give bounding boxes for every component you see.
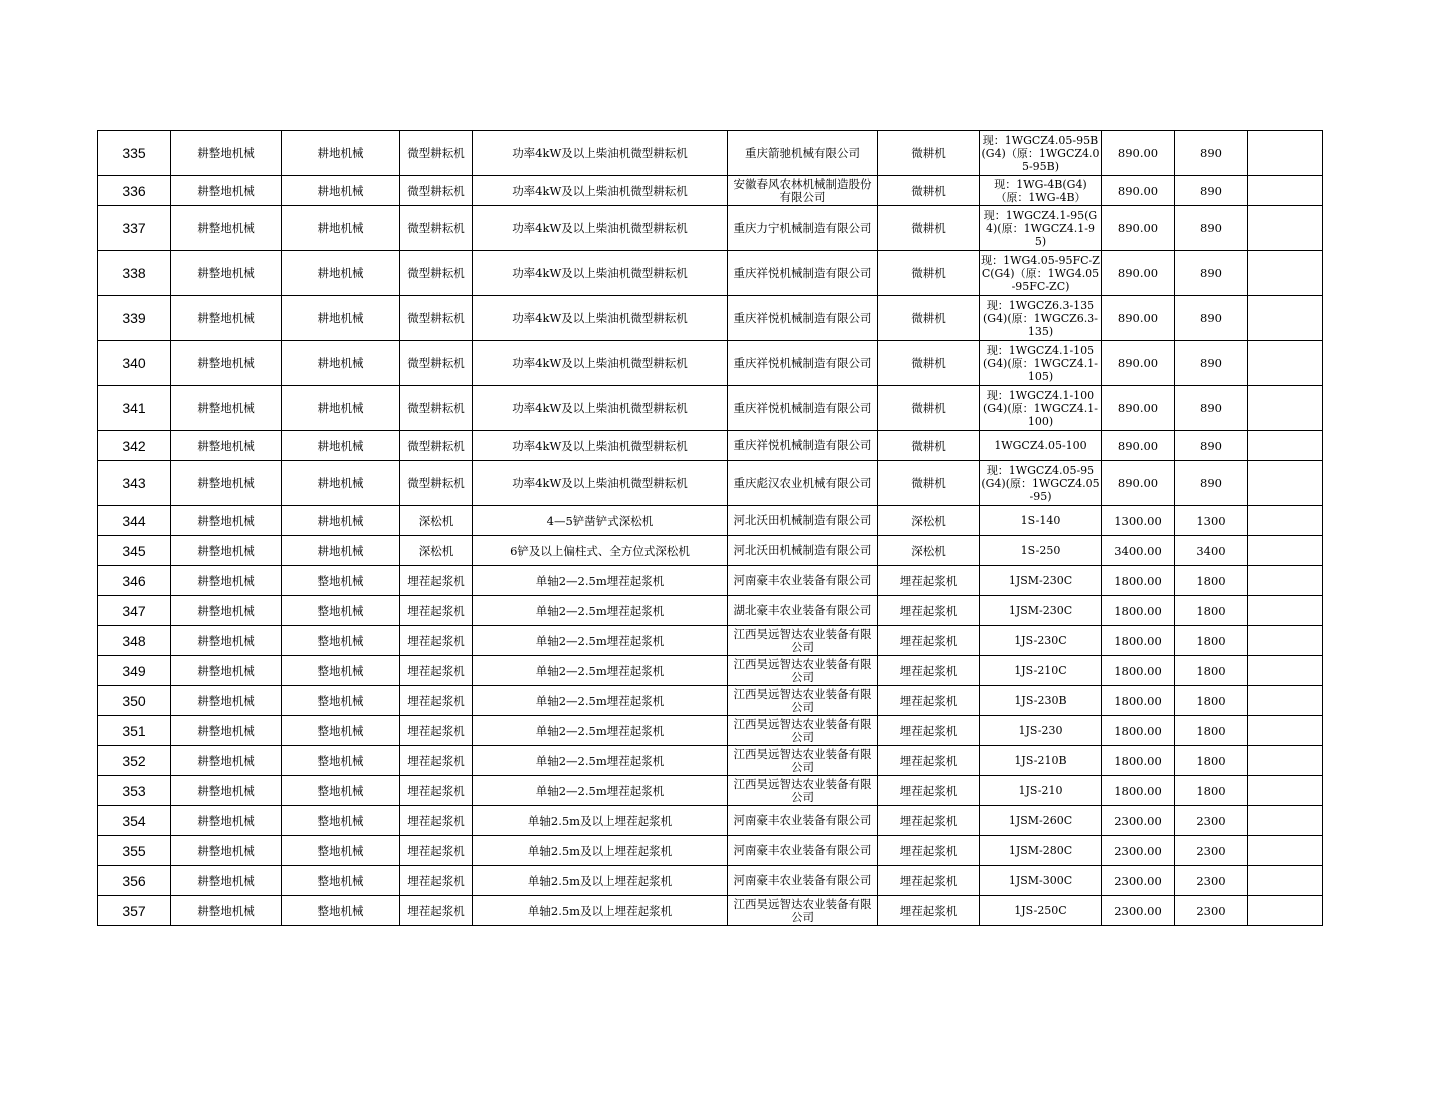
row-number: 345 <box>98 536 171 566</box>
row-number: 349 <box>98 656 171 686</box>
subsidy-max-cell: 1800 <box>1175 776 1248 806</box>
table-row <box>98 896 1323 926</box>
manufacturer-cell: 湖北豪丰农业装备有限公司 <box>728 596 878 626</box>
manufacturer-cell: 江西昊远智达农业装备有限公司 <box>728 626 878 656</box>
note-cell <box>1248 251 1323 296</box>
table-row <box>98 866 1323 896</box>
subsidy-max-cell: 1800 <box>1175 626 1248 656</box>
model-cell: 1JSM-260C <box>980 806 1102 836</box>
model-cell: 1JS-230 <box>980 716 1102 746</box>
manufacturer-cell: 重庆祥悦机械制造有限公司 <box>728 431 878 461</box>
note-cell <box>1248 131 1323 176</box>
item-cell: 埋茬起浆机 <box>400 746 473 776</box>
manufacturer-cell: 重庆祥悦机械制造有限公司 <box>728 251 878 296</box>
grade-cell: 功率4kW及以上柴油机微型耕耘机 <box>473 386 728 431</box>
row-number: 336 <box>98 176 171 206</box>
manufacturer-cell: 重庆力宁机械制造有限公司 <box>728 206 878 251</box>
product-cell: 埋茬起浆机 <box>878 566 980 596</box>
item-cell: 埋茬起浆机 <box>400 596 473 626</box>
item-cell: 深松机 <box>400 536 473 566</box>
note-cell <box>1248 866 1323 896</box>
table-row <box>98 776 1323 806</box>
model-cell: 1JS-210C <box>980 656 1102 686</box>
item-cell: 深松机 <box>400 506 473 536</box>
subsidy-max-cell: 890 <box>1175 251 1248 296</box>
model-cell: 1JS-230B <box>980 686 1102 716</box>
manufacturer-cell: 江西昊远智达农业装备有限公司 <box>728 896 878 926</box>
product-cell: 微耕机 <box>878 131 980 176</box>
subcategory-cell: 耕地机械 <box>282 461 400 506</box>
subcategory-cell: 整地机械 <box>282 656 400 686</box>
model-cell: 1JS-250C <box>980 896 1102 926</box>
note-cell <box>1248 686 1323 716</box>
item-cell: 微型耕耘机 <box>400 341 473 386</box>
subsidy-max-cell: 890 <box>1175 206 1248 251</box>
category-cell: 耕整地机械 <box>171 716 282 746</box>
item-cell: 微型耕耘机 <box>400 206 473 251</box>
subsidy-central-cell: 890.00 <box>1102 341 1175 386</box>
item-cell: 微型耕耘机 <box>400 296 473 341</box>
subsidy-central-cell: 890.00 <box>1102 431 1175 461</box>
category-cell: 耕整地机械 <box>171 806 282 836</box>
subsidy-max-cell: 890 <box>1175 431 1248 461</box>
manufacturer-cell: 重庆祥悦机械制造有限公司 <box>728 296 878 341</box>
manufacturer-cell: 河南豪丰农业装备有限公司 <box>728 836 878 866</box>
row-number: 341 <box>98 386 171 431</box>
subsidy-max-cell: 2300 <box>1175 836 1248 866</box>
note-cell <box>1248 716 1323 746</box>
table-row <box>98 386 1323 431</box>
product-cell: 埋茬起浆机 <box>878 626 980 656</box>
table-row <box>98 296 1323 341</box>
table-row <box>98 716 1323 746</box>
subsidy-max-cell: 1800 <box>1175 686 1248 716</box>
note-cell <box>1248 341 1323 386</box>
category-cell: 耕整地机械 <box>171 596 282 626</box>
model-cell: 现：1WGCZ4.1-100(G4)(原：1WGCZ4.1-100) <box>980 386 1102 431</box>
product-cell: 埋茬起浆机 <box>878 806 980 836</box>
row-number: 344 <box>98 506 171 536</box>
product-cell: 微耕机 <box>878 341 980 386</box>
row-number: 348 <box>98 626 171 656</box>
item-cell: 埋茬起浆机 <box>400 896 473 926</box>
item-cell: 埋茬起浆机 <box>400 626 473 656</box>
table-row <box>98 836 1323 866</box>
subsidy-central-cell: 1800.00 <box>1102 716 1175 746</box>
row-number: 338 <box>98 251 171 296</box>
manufacturer-cell: 江西昊远智达农业装备有限公司 <box>728 716 878 746</box>
product-cell: 埋茬起浆机 <box>878 866 980 896</box>
subsidy-central-cell: 890.00 <box>1102 251 1175 296</box>
grade-cell: 功率4kW及以上柴油机微型耕耘机 <box>473 431 728 461</box>
subsidy-max-cell: 2300 <box>1175 896 1248 926</box>
item-cell: 微型耕耘机 <box>400 131 473 176</box>
category-cell: 耕整地机械 <box>171 656 282 686</box>
table-row <box>98 461 1323 506</box>
model-cell: 现：1WGCZ4.1-105(G4)(原：1WGCZ4.1-105) <box>980 341 1102 386</box>
product-cell: 深松机 <box>878 536 980 566</box>
model-cell: 1JSM-230C <box>980 596 1102 626</box>
grade-cell: 单轴2—2.5m埋茬起浆机 <box>473 776 728 806</box>
row-number: 354 <box>98 806 171 836</box>
product-cell: 埋茬起浆机 <box>878 596 980 626</box>
subsidy-central-cell: 890.00 <box>1102 296 1175 341</box>
note-cell <box>1248 506 1323 536</box>
note-cell <box>1248 656 1323 686</box>
subsidy-max-cell: 890 <box>1175 461 1248 506</box>
manufacturer-cell: 河南豪丰农业装备有限公司 <box>728 566 878 596</box>
subsidy-central-cell: 3400.00 <box>1102 536 1175 566</box>
note-cell <box>1248 746 1323 776</box>
category-cell: 耕整地机械 <box>171 746 282 776</box>
grade-cell: 功率4kW及以上柴油机微型耕耘机 <box>473 206 728 251</box>
category-cell: 耕整地机械 <box>171 686 282 716</box>
row-number: 335 <box>98 131 171 176</box>
model-cell: 1S-250 <box>980 536 1102 566</box>
manufacturer-cell: 河南豪丰农业装备有限公司 <box>728 866 878 896</box>
item-cell: 埋茬起浆机 <box>400 776 473 806</box>
subcategory-cell: 整地机械 <box>282 626 400 656</box>
note-cell <box>1248 566 1323 596</box>
row-number: 342 <box>98 431 171 461</box>
subsidy-max-cell: 1800 <box>1175 656 1248 686</box>
table-row <box>98 536 1323 566</box>
subsidy-central-cell: 1800.00 <box>1102 626 1175 656</box>
grade-cell: 4—5铲凿铲式深松机 <box>473 506 728 536</box>
product-cell: 埋茬起浆机 <box>878 746 980 776</box>
grade-cell: 单轴2—2.5m埋茬起浆机 <box>473 716 728 746</box>
subsidy-central-cell: 1800.00 <box>1102 596 1175 626</box>
category-cell: 耕整地机械 <box>171 626 282 656</box>
table-row <box>98 176 1323 206</box>
subsidy-central-cell: 1800.00 <box>1102 686 1175 716</box>
subsidy-central-cell: 890.00 <box>1102 131 1175 176</box>
item-cell: 埋茬起浆机 <box>400 686 473 716</box>
subcategory-cell: 整地机械 <box>282 836 400 866</box>
model-cell: 现：1WGCZ4.05-95B(G4)（原：1WGCZ4.05-95B) <box>980 131 1102 176</box>
category-cell: 耕整地机械 <box>171 296 282 341</box>
note-cell <box>1248 206 1323 251</box>
model-cell: 现：1WGCZ4.05-95(G4)(原：1WGCZ4.05-95) <box>980 461 1102 506</box>
row-number: 343 <box>98 461 171 506</box>
subcategory-cell: 耕地机械 <box>282 536 400 566</box>
row-number: 337 <box>98 206 171 251</box>
table-row <box>98 596 1323 626</box>
category-cell: 耕整地机械 <box>171 506 282 536</box>
subcategory-cell: 整地机械 <box>282 896 400 926</box>
grade-cell: 6铲及以上偏柱式、全方位式深松机 <box>473 536 728 566</box>
note-cell <box>1248 596 1323 626</box>
subsidy-max-cell: 3400 <box>1175 536 1248 566</box>
manufacturer-cell: 重庆祥悦机械制造有限公司 <box>728 341 878 386</box>
product-cell: 埋茬起浆机 <box>878 896 980 926</box>
product-cell: 微耕机 <box>878 431 980 461</box>
item-cell: 微型耕耘机 <box>400 386 473 431</box>
row-number: 355 <box>98 836 171 866</box>
subsidy-central-cell: 2300.00 <box>1102 806 1175 836</box>
subcategory-cell: 耕地机械 <box>282 251 400 296</box>
subsidy-max-cell: 890 <box>1175 341 1248 386</box>
manufacturer-cell: 重庆彪汉农业机械有限公司 <box>728 461 878 506</box>
row-number: 347 <box>98 596 171 626</box>
subcategory-cell: 耕地机械 <box>282 506 400 536</box>
model-cell: 现：1WG-4B(G4)（原：1WG-4B） <box>980 176 1102 206</box>
manufacturer-cell: 安徽春风农林机械制造股份有限公司 <box>728 176 878 206</box>
item-cell: 埋茬起浆机 <box>400 716 473 746</box>
table-row <box>98 506 1323 536</box>
category-cell: 耕整地机械 <box>171 251 282 296</box>
subsidy-central-cell: 1300.00 <box>1102 506 1175 536</box>
subcategory-cell: 整地机械 <box>282 596 400 626</box>
subcategory-cell: 整地机械 <box>282 746 400 776</box>
category-cell: 耕整地机械 <box>171 866 282 896</box>
subcategory-cell: 整地机械 <box>282 686 400 716</box>
model-cell: 1JSM-280C <box>980 836 1102 866</box>
subsidy-central-cell: 1800.00 <box>1102 656 1175 686</box>
subsidy-max-cell: 2300 <box>1175 866 1248 896</box>
model-cell: 现：1WG4.05-95FC-ZC(G4)（原：1WG4.05-95FC-ZC) <box>980 251 1102 296</box>
manufacturer-cell: 江西昊远智达农业装备有限公司 <box>728 656 878 686</box>
row-number: 356 <box>98 866 171 896</box>
note-cell <box>1248 176 1323 206</box>
product-cell: 微耕机 <box>878 386 980 431</box>
product-cell: 深松机 <box>878 506 980 536</box>
model-cell: 1JS-210B <box>980 746 1102 776</box>
note-cell <box>1248 776 1323 806</box>
subcategory-cell: 耕地机械 <box>282 386 400 431</box>
category-cell: 耕整地机械 <box>171 176 282 206</box>
manufacturer-cell: 河北沃田机械制造有限公司 <box>728 506 878 536</box>
grade-cell: 单轴2—2.5m埋茬起浆机 <box>473 626 728 656</box>
category-cell: 耕整地机械 <box>171 536 282 566</box>
item-cell: 埋茬起浆机 <box>400 866 473 896</box>
table-row <box>98 251 1323 296</box>
subsidy-max-cell: 1800 <box>1175 596 1248 626</box>
grade-cell: 单轴2—2.5m埋茬起浆机 <box>473 566 728 596</box>
table-row <box>98 656 1323 686</box>
table-row <box>98 626 1323 656</box>
product-cell: 微耕机 <box>878 461 980 506</box>
subcategory-cell: 耕地机械 <box>282 431 400 461</box>
subsidy-max-cell: 1800 <box>1175 746 1248 776</box>
item-cell: 埋茬起浆机 <box>400 836 473 866</box>
grade-cell: 功率4kW及以上柴油机微型耕耘机 <box>473 131 728 176</box>
subsidy-table <box>97 130 1323 926</box>
product-cell: 埋茬起浆机 <box>878 836 980 866</box>
category-cell: 耕整地机械 <box>171 131 282 176</box>
subsidy-max-cell: 1800 <box>1175 716 1248 746</box>
table-row <box>98 746 1323 776</box>
item-cell: 埋茬起浆机 <box>400 806 473 836</box>
subcategory-cell: 耕地机械 <box>282 296 400 341</box>
item-cell: 埋茬起浆机 <box>400 566 473 596</box>
row-number: 340 <box>98 341 171 386</box>
note-cell <box>1248 536 1323 566</box>
product-cell: 微耕机 <box>878 296 980 341</box>
subcategory-cell: 整地机械 <box>282 566 400 596</box>
product-cell: 埋茬起浆机 <box>878 776 980 806</box>
subsidy-central-cell: 2300.00 <box>1102 836 1175 866</box>
subcategory-cell: 整地机械 <box>282 866 400 896</box>
model-cell: 1S-140 <box>980 506 1102 536</box>
grade-cell: 单轴2—2.5m埋茬起浆机 <box>473 596 728 626</box>
manufacturer-cell: 江西昊远智达农业装备有限公司 <box>728 776 878 806</box>
product-cell: 微耕机 <box>878 176 980 206</box>
grade-cell: 单轴2.5m及以上埋茬起浆机 <box>473 896 728 926</box>
note-cell <box>1248 386 1323 431</box>
subsidy-central-cell: 890.00 <box>1102 206 1175 251</box>
row-number: 350 <box>98 686 171 716</box>
table-row <box>98 806 1323 836</box>
manufacturer-cell: 河南豪丰农业装备有限公司 <box>728 806 878 836</box>
category-cell: 耕整地机械 <box>171 386 282 431</box>
item-cell: 微型耕耘机 <box>400 176 473 206</box>
subsidy-max-cell: 1300 <box>1175 506 1248 536</box>
subcategory-cell: 耕地机械 <box>282 176 400 206</box>
category-cell: 耕整地机械 <box>171 461 282 506</box>
category-cell: 耕整地机械 <box>171 341 282 386</box>
category-cell: 耕整地机械 <box>171 836 282 866</box>
subsidy-central-cell: 1800.00 <box>1102 776 1175 806</box>
model-cell: 1WGCZ4.05-100 <box>980 431 1102 461</box>
row-number: 357 <box>98 896 171 926</box>
item-cell: 微型耕耘机 <box>400 431 473 461</box>
model-cell: 现：1WGCZ6.3-135(G4)(原：1WGCZ6.3-135) <box>980 296 1102 341</box>
subsidy-max-cell: 890 <box>1175 296 1248 341</box>
table-row <box>98 341 1323 386</box>
model-cell: 1JSM-300C <box>980 866 1102 896</box>
product-cell: 埋茬起浆机 <box>878 656 980 686</box>
grade-cell: 单轴2—2.5m埋茬起浆机 <box>473 656 728 686</box>
subsidy-central-cell: 890.00 <box>1102 386 1175 431</box>
category-cell: 耕整地机械 <box>171 566 282 596</box>
note-cell <box>1248 896 1323 926</box>
subcategory-cell: 整地机械 <box>282 776 400 806</box>
subcategory-cell: 整地机械 <box>282 716 400 746</box>
note-cell <box>1248 461 1323 506</box>
category-cell: 耕整地机械 <box>171 206 282 251</box>
manufacturer-cell: 江西昊远智达农业装备有限公司 <box>728 686 878 716</box>
manufacturer-cell: 江西昊远智达农业装备有限公司 <box>728 746 878 776</box>
table-body <box>98 131 1323 926</box>
subsidy-max-cell: 890 <box>1175 386 1248 431</box>
subcategory-cell: 耕地机械 <box>282 131 400 176</box>
note-cell <box>1248 431 1323 461</box>
table-row <box>98 566 1323 596</box>
subcategory-cell: 整地机械 <box>282 806 400 836</box>
subsidy-central-cell: 2300.00 <box>1102 866 1175 896</box>
product-cell: 埋茬起浆机 <box>878 686 980 716</box>
grade-cell: 功率4kW及以上柴油机微型耕耘机 <box>473 461 728 506</box>
grade-cell: 单轴2.5m及以上埋茬起浆机 <box>473 866 728 896</box>
subsidy-max-cell: 890 <box>1175 176 1248 206</box>
grade-cell: 单轴2—2.5m埋茬起浆机 <box>473 746 728 776</box>
item-cell: 微型耕耘机 <box>400 461 473 506</box>
category-cell: 耕整地机械 <box>171 431 282 461</box>
item-cell: 微型耕耘机 <box>400 251 473 296</box>
product-cell: 微耕机 <box>878 251 980 296</box>
subsidy-central-cell: 1800.00 <box>1102 566 1175 596</box>
subsidy-max-cell: 2300 <box>1175 806 1248 836</box>
row-number: 339 <box>98 296 171 341</box>
model-cell: 1JS-230C <box>980 626 1102 656</box>
row-number: 346 <box>98 566 171 596</box>
subsidy-max-cell: 1800 <box>1175 566 1248 596</box>
category-cell: 耕整地机械 <box>171 776 282 806</box>
table-row <box>98 206 1323 251</box>
manufacturer-cell: 河北沃田机械制造有限公司 <box>728 536 878 566</box>
model-cell: 现：1WGCZ4.1-95(G4)(原：1WGCZ4.1-95) <box>980 206 1102 251</box>
model-cell: 1JS-210 <box>980 776 1102 806</box>
model-cell: 1JSM-230C <box>980 566 1102 596</box>
subcategory-cell: 耕地机械 <box>282 341 400 386</box>
note-cell <box>1248 296 1323 341</box>
grade-cell: 功率4kW及以上柴油机微型耕耘机 <box>473 296 728 341</box>
table-row <box>98 686 1323 716</box>
grade-cell: 功率4kW及以上柴油机微型耕耘机 <box>473 341 728 386</box>
grade-cell: 单轴2—2.5m埋茬起浆机 <box>473 686 728 716</box>
manufacturer-cell: 重庆祥悦机械制造有限公司 <box>728 386 878 431</box>
table-row <box>98 131 1323 176</box>
product-cell: 微耕机 <box>878 206 980 251</box>
subsidy-central-cell: 890.00 <box>1102 176 1175 206</box>
note-cell <box>1248 836 1323 866</box>
product-cell: 埋茬起浆机 <box>878 716 980 746</box>
table-row <box>98 431 1323 461</box>
note-cell <box>1248 806 1323 836</box>
manufacturer-cell: 重庆箭驰机械有限公司 <box>728 131 878 176</box>
item-cell: 埋茬起浆机 <box>400 656 473 686</box>
grade-cell: 单轴2.5m及以上埋茬起浆机 <box>473 806 728 836</box>
subsidy-central-cell: 1800.00 <box>1102 746 1175 776</box>
note-cell <box>1248 626 1323 656</box>
row-number: 352 <box>98 746 171 776</box>
subsidy-central-cell: 890.00 <box>1102 461 1175 506</box>
row-number: 353 <box>98 776 171 806</box>
category-cell: 耕整地机械 <box>171 896 282 926</box>
subsidy-max-cell: 890 <box>1175 131 1248 176</box>
grade-cell: 功率4kW及以上柴油机微型耕耘机 <box>473 176 728 206</box>
grade-cell: 功率4kW及以上柴油机微型耕耘机 <box>473 251 728 296</box>
subsidy-central-cell: 2300.00 <box>1102 896 1175 926</box>
grade-cell: 单轴2.5m及以上埋茬起浆机 <box>473 836 728 866</box>
subcategory-cell: 耕地机械 <box>282 206 400 251</box>
row-number: 351 <box>98 716 171 746</box>
